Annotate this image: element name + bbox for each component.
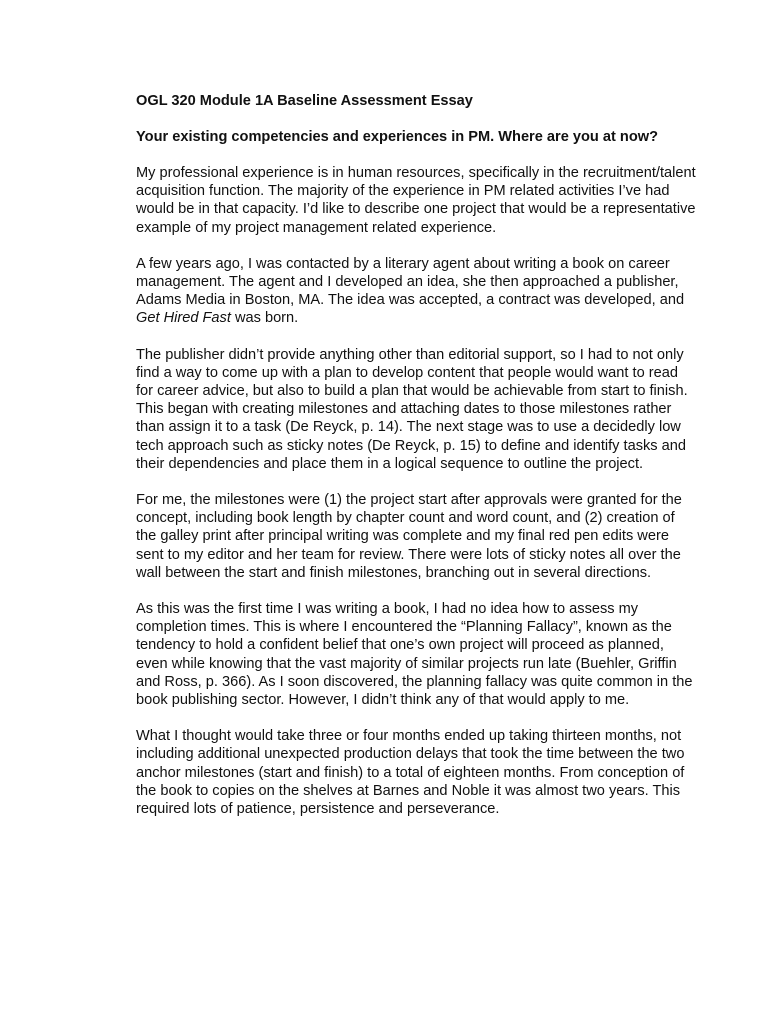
document-title: OGL 320 Module 1A Baseline Assessment Essay [136, 93, 473, 109]
paragraph-4: For me, the milestones were (1) the project start after approvals were granted for the concept, including book length by chapter count and word count, and (2) creation of the galley print after principal writing was complete and my final red pen edits were sent to my editor and her team for review. There were lots of sticky notes all over the wall between the start and finish milestones, branching out in several directions. [136, 492, 682, 581]
document-page [136, 92, 696, 836]
book-title: Get Hired Fast [136, 310, 231, 327]
section-heading: Your existing competencies and experiences in PM. Where are you at now? [136, 129, 659, 145]
paragraph-2 [136, 255, 696, 328]
paragraph-3: The publisher didn’t provide anything other than editorial support, so I had to not only find a way to come up with a plan to develop content that people would want to read for career advice, but also to build a plan that would be achievable from start to finish. This began with creating milestones and attaching dates to those milestones rather than assign it to a task (De Reyck, p. 14). The next stage was to use a decidedly low tech approach such as sticky notes (De Reyck, p. 15) to define and identify tasks and their dependencies and place them in a logical sequence to outline the project. [136, 346, 688, 472]
paragraph-2-text-end: was born. [230, 310, 299, 327]
paragraph-1: My professional experience is in human resources, specifically in the recruitment/talent acquisition function. The majority of the experience in PM related activities I’ve had would be in that capacity. I’d like to describe one project that would be a representative example of my project management related experience. [136, 165, 696, 236]
paragraph-6: What I thought would take three or four months ended up taking thirteen months, not including additional unexpected production delays that took the time between the two anchor milestones (start and finish) to a total of eighteen months. From conception of the book to copies on the shelves at Barnes and Noble it was almost two years. This required lots of patience, persistence and perseverance. [136, 728, 685, 818]
paragraph-5: As this was the first time I was writing a book, I had no idea how to assess my completion times. This is where I encountered the “Planning Fallacy”, known as the tendency to hold a confident belief that one’s own project will proceed as planned, even while knowing that the vast majority of similar projects run late (Buehler, Griffin and Ross, p. 366). As I soon discovered, the planning fallacy was quite common in the book publishing sector. However, I didn’t think any of that would apply to me. [136, 601, 693, 709]
paragraph-2-text-start: A few years ago, I was contacted by a literary agent about writing a book on career management. The agent and I developed an idea, she then approached a publisher, Adams Media in Boston, MA. The idea was accepted, a contract was developed, and [136, 255, 685, 309]
